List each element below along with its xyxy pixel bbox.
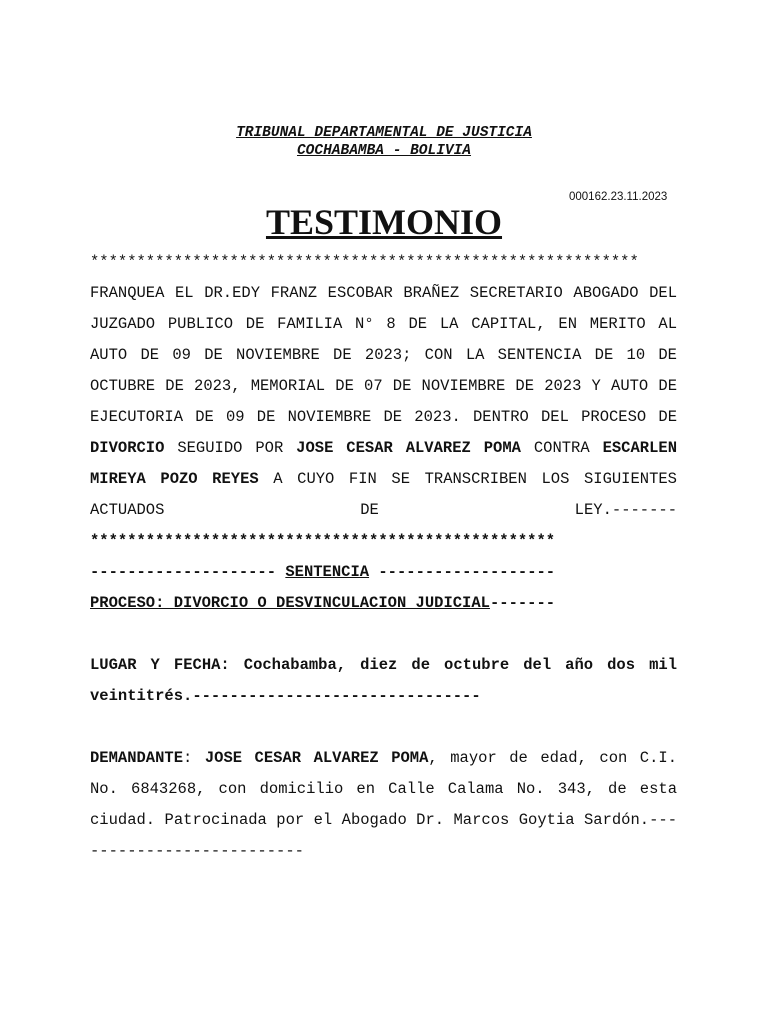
plaintiff-name: JOSE CESAR ALVAREZ POMA <box>204 749 429 767</box>
place-date-text: : Cochabamba, diez de octubre del año dos mil veintitrés.------------------------------- <box>90 656 677 705</box>
intro-text: SEGUIDO POR <box>164 439 297 457</box>
document-body <box>90 247 677 867</box>
dash-line: -------------------- <box>90 563 286 581</box>
intro-text: FRANQUEA EL DR.EDY FRANZ ESCOBAR BRAÑEZ SECRETARIO ABOGADO DEL JUZGADO PUBLICO DE FAMILIA N° 8 DE LA CAPITAL, EN MERITO AL AUTO DE 09 DE NOVIEMBRE DE 2023; CON LA SENTENCIA DE 10 DE OCTUBRE DE 2023, MEMORIAL DE 07 DE NOVIEMBRE DE 2023 Y AUTO DE EJECUTORIA DE 09 DE NOVIEMBRE DE 2023. DENTRO DEL PROCESO DE <box>90 284 677 426</box>
court-header <box>0 124 768 160</box>
separator-stars: ************************************************** <box>90 532 556 550</box>
blank-line <box>90 619 677 650</box>
document-id: 000162.23.11.2023 <box>569 191 668 203</box>
defendant-name: ESCARLEN MIREYA POZO REYES <box>90 439 677 488</box>
intro-text: A CUYO FIN SE TRANSCRIBEN LOS SIGUIENTES ACTUADOS DE LEY.------- <box>90 470 677 519</box>
court-name: TRIBUNAL DEPARTAMENTAL DE JUSTICIA <box>236 125 532 141</box>
separator: : <box>183 749 205 767</box>
dash-line: ------------------- <box>369 563 556 581</box>
document-title <box>0 200 768 244</box>
blank-line <box>90 712 677 743</box>
court-location: COCHABAMBA - BOLIVIA <box>296 143 472 159</box>
separator-stars: *********************************************************** <box>90 253 639 271</box>
dash-line: ------- <box>489 594 556 612</box>
intro-paragraph <box>90 278 677 526</box>
section-heading-sentencia <box>90 557 677 588</box>
sentencia-label: SENTENCIA <box>285 563 370 581</box>
plaintiff-paragraph <box>90 743 677 867</box>
process-type: DIVORCIO <box>90 439 165 457</box>
process-line <box>90 588 677 619</box>
place-date-label: LUGAR Y FECHA <box>90 656 221 674</box>
place-date-paragraph <box>90 650 677 712</box>
plaintiff-details: , mayor de edad, con C.I. No. 6843268, con domicilio en Calle Calama No. 343, de esta ciudad. Patrocinada por el Abogado Dr. Marcos Goytia Sardón.-------------------------- <box>90 749 678 860</box>
intro-text: CONTRA <box>520 439 603 457</box>
process-label: PROCESO: DIVORCIO O DESVINCULACION JUDICIAL <box>90 594 490 612</box>
plaintiff-label: DEMANDANTE <box>90 749 184 767</box>
title-text: TESTIMONIO <box>265 202 503 242</box>
plaintiff-name: JOSE CESAR ALVAREZ POMA <box>296 439 521 457</box>
